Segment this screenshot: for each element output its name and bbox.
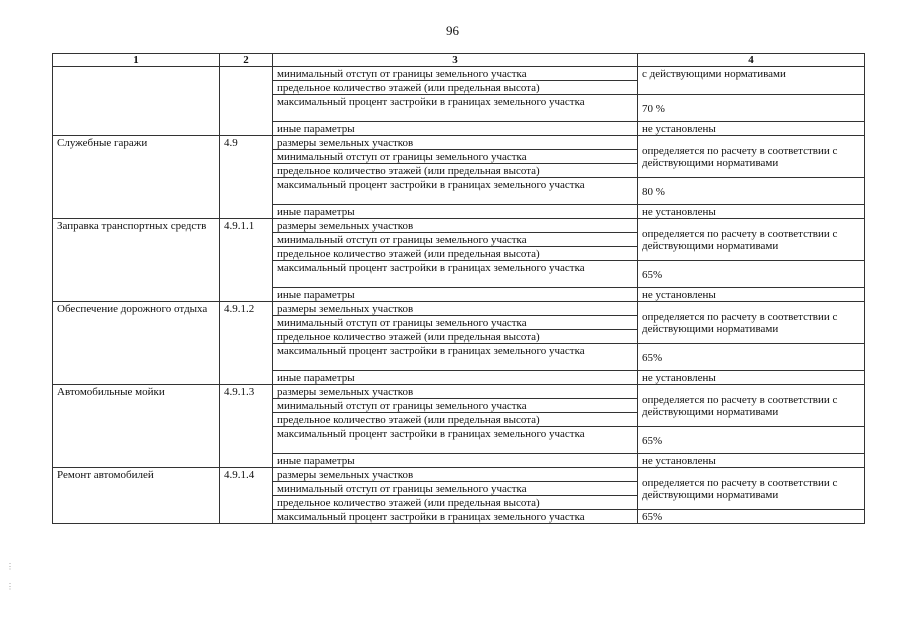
- header-col-2: 2: [220, 54, 273, 67]
- use-type-code: 4.9.1.4: [220, 468, 273, 524]
- param-sizes: размеры земельных участков: [273, 385, 638, 399]
- param-max-coverage: максимальный процент застройки в границах земельного участка: [273, 95, 638, 122]
- use-type-code: [220, 67, 273, 136]
- param-max-coverage: максимальный процент застройки в границах земельного участка: [273, 344, 638, 371]
- use-type-code: 4.9: [220, 136, 273, 219]
- value-calc: определяется по расчету в соответствии с действующими нормативами: [638, 468, 865, 510]
- value-coverage: 65%: [638, 344, 865, 371]
- value-not-set: не установлены: [638, 205, 865, 219]
- use-type-name: Служебные гаражи: [53, 136, 220, 219]
- scan-edge-mark: ⋮: [6, 582, 14, 591]
- param-other: иные параметры: [273, 122, 638, 136]
- param-min-setback: минимальный отступ от границы земельного участка: [273, 150, 638, 164]
- header-row: [53, 54, 865, 67]
- table-row: [53, 136, 865, 150]
- header-col-1: 1: [53, 54, 220, 67]
- value-coverage: 65%: [638, 261, 865, 288]
- use-type-name: Обеспечение дорожного отдыха: [53, 302, 220, 385]
- use-type-code: 4.9.1.1: [220, 219, 273, 302]
- param-sizes: размеры земельных участков: [273, 219, 638, 233]
- value-calc: определяется по расчету в соответствии с действующими нормативами: [638, 136, 865, 178]
- table-row: [53, 468, 865, 482]
- param-min-setback: минимальный отступ от границы земельного участка: [273, 399, 638, 413]
- param-max-floors: предельное количество этажей (или предельная высота): [273, 496, 638, 510]
- param-other: иные параметры: [273, 454, 638, 468]
- value-calc: определяется по расчету в соответствии с действующими нормативами: [638, 219, 865, 261]
- param-min-setback: минимальный отступ от границы земельного участка: [273, 233, 638, 247]
- table-row: [53, 302, 865, 316]
- value-coverage: 65%: [638, 510, 865, 524]
- param-max-coverage: максимальный процент застройки в границах земельного участка: [273, 178, 638, 205]
- value-not-set: не установлены: [638, 122, 865, 136]
- use-type-name: Ремонт автомобилей: [53, 468, 220, 524]
- scan-edge-mark: ⋮: [6, 562, 14, 571]
- param-max-floors: предельное количество этажей (или предельная высота): [273, 81, 638, 95]
- use-type-name: [53, 67, 220, 136]
- param-max-coverage: максимальный процент застройки в границах земельного участка: [273, 510, 638, 524]
- use-type-code: 4.9.1.3: [220, 385, 273, 468]
- use-type-name: Заправка транспортных средств: [53, 219, 220, 302]
- table-row: [53, 67, 865, 81]
- param-max-coverage: максимальный процент застройки в границах земельного участка: [273, 261, 638, 288]
- param-max-coverage: максимальный процент застройки в границах земельного участка: [273, 427, 638, 454]
- param-min-setback: минимальный отступ от границы земельного участка: [273, 67, 638, 81]
- regulations-table: [52, 53, 865, 524]
- value-not-set: не установлены: [638, 454, 865, 468]
- param-max-floors: предельное количество этажей (или предельная высота): [273, 330, 638, 344]
- param-other: иные параметры: [273, 371, 638, 385]
- value-calc: определяется по расчету в соответствии с действующими нормативами: [638, 385, 865, 427]
- param-sizes: размеры земельных участков: [273, 302, 638, 316]
- use-type-code: 4.9.1.2: [220, 302, 273, 385]
- param-max-floors: предельное количество этажей (или предельная высота): [273, 164, 638, 178]
- value-coverage: 65%: [638, 427, 865, 454]
- param-sizes: размеры земельных участков: [273, 468, 638, 482]
- use-type-name: Автомобильные мойки: [53, 385, 220, 468]
- param-max-floors: предельное количество этажей (или предельная высота): [273, 413, 638, 427]
- value-coverage: 80 %: [638, 178, 865, 205]
- page-number: 96: [446, 23, 459, 38]
- value-not-set: не установлены: [638, 288, 865, 302]
- table-row: [53, 385, 865, 399]
- param-max-floors: предельное количество этажей (или предельная высота): [273, 247, 638, 261]
- param-other: иные параметры: [273, 205, 638, 219]
- param-sizes: размеры земельных участков: [273, 136, 638, 150]
- value-calc: определяется по расчету в соответствии с действующими нормативами: [638, 302, 865, 344]
- value-not-set: не установлены: [638, 371, 865, 385]
- value-calc-tail: с действующими нормативами: [638, 67, 865, 95]
- param-other: иные параметры: [273, 288, 638, 302]
- table-row: [53, 219, 865, 233]
- value-coverage: 70 %: [638, 95, 865, 122]
- header-col-4: 4: [638, 54, 865, 67]
- param-min-setback: минимальный отступ от границы земельного участка: [273, 482, 638, 496]
- param-min-setback: минимальный отступ от границы земельного участка: [273, 316, 638, 330]
- header-col-3: 3: [273, 54, 638, 67]
